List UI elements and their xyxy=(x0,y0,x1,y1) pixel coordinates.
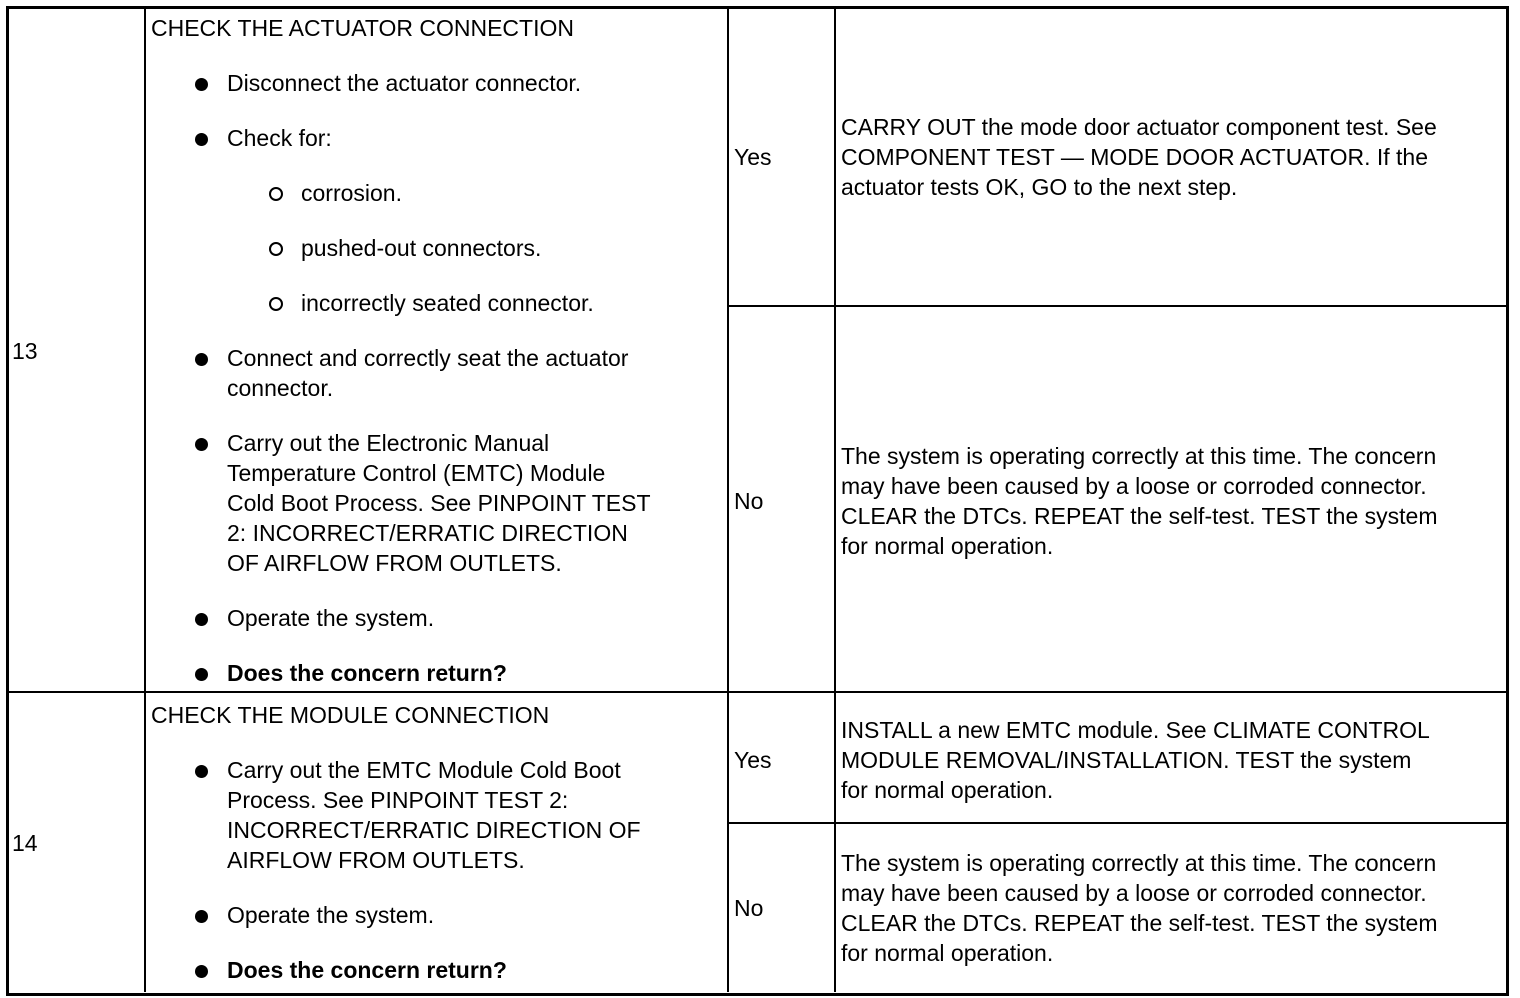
step-number: 14 xyxy=(12,830,38,856)
row-divider xyxy=(727,305,1506,307)
step-item-line: OF AIRFLOW FROM OUTLETS. xyxy=(227,550,562,576)
step-item-line: Carry out the Electronic Manual xyxy=(227,430,550,456)
step-number: 13 xyxy=(12,338,38,364)
bullet-icon xyxy=(195,910,208,923)
sub-bullet-icon xyxy=(269,297,283,311)
step-item: Check for: xyxy=(227,125,332,151)
step-subitem: corrosion. xyxy=(301,180,402,206)
bullet-icon xyxy=(195,765,208,778)
step-subitem: pushed-out connectors. xyxy=(301,235,542,261)
step-item-line: Cold Boot Process. See PINPOINT TEST xyxy=(227,490,651,516)
column-divider xyxy=(834,6,836,992)
bullet-icon xyxy=(195,353,208,366)
step-question: Does the concern return? xyxy=(227,957,507,983)
bullet-icon xyxy=(195,133,208,146)
step-item-line: 2: INCORRECT/ERRATIC DIRECTION xyxy=(227,520,628,546)
row-divider xyxy=(6,691,1506,693)
yes-action-line: INSTALL a new EMTC module. See CLIMATE CONTROL xyxy=(841,717,1430,743)
step-item: Operate the system. xyxy=(227,902,435,928)
bullet-icon xyxy=(195,613,208,626)
step-item-line: Carry out the EMTC Module Cold Boot xyxy=(227,757,621,783)
yes-label: Yes xyxy=(734,144,772,170)
yes-action-line: COMPONENT TEST — MODE DOOR ACTUATOR. If the xyxy=(841,144,1429,170)
yes-action-line: MODULE REMOVAL/INSTALLATION. TEST the system xyxy=(841,747,1412,773)
no-action-line: CLEAR the DTCs. REPEAT the self-test. TEST the system xyxy=(841,910,1438,936)
no-action-line: for normal operation. xyxy=(841,940,1054,966)
no-label: No xyxy=(734,895,764,921)
bullet-icon xyxy=(195,438,208,451)
step-subitem: incorrectly seated connector. xyxy=(301,290,594,316)
step-item: Operate the system. xyxy=(227,605,435,631)
no-action-line: may have been caused by a loose or corroded connector. xyxy=(841,473,1427,499)
step-title: CHECK THE ACTUATOR CONNECTION xyxy=(151,15,574,41)
no-action-line: CLEAR the DTCs. REPEAT the self-test. TEST the system xyxy=(841,503,1438,529)
step-item-line: Process. See PINPOINT TEST 2: xyxy=(227,787,569,813)
step-title: CHECK THE MODULE CONNECTION xyxy=(151,702,550,728)
no-action-line: The system is operating correctly at this time. The concern xyxy=(841,850,1437,876)
yes-action-line: actuator tests OK, GO to the next step. xyxy=(841,174,1238,200)
bullet-icon xyxy=(195,965,208,978)
yes-label: Yes xyxy=(734,747,772,773)
row-divider xyxy=(727,822,1506,824)
step-item: Disconnect the actuator connector. xyxy=(227,70,582,96)
step-item-line: Temperature Control (EMTC) Module xyxy=(227,460,606,486)
no-action-line: The system is operating correctly at this time. The concern xyxy=(841,443,1437,469)
column-divider xyxy=(144,6,146,992)
step-item-line: Connect and correctly seat the actuator xyxy=(227,345,629,371)
step-item-line: connector. xyxy=(227,375,334,401)
bullet-icon xyxy=(195,668,208,681)
no-action-line: may have been caused by a loose or corroded connector. xyxy=(841,880,1427,906)
step-item-line: AIRFLOW FROM OUTLETS. xyxy=(227,847,525,873)
bullet-icon xyxy=(195,78,208,91)
no-label: No xyxy=(734,488,764,514)
no-action-line: for normal operation. xyxy=(841,533,1054,559)
step-item-line: INCORRECT/ERRATIC DIRECTION OF xyxy=(227,817,641,843)
step-question: Does the concern return? xyxy=(227,660,507,686)
yes-action-line: CARRY OUT the mode door actuator component test. See xyxy=(841,114,1437,140)
column-divider xyxy=(727,6,729,992)
sub-bullet-icon xyxy=(269,187,283,201)
yes-action-line: for normal operation. xyxy=(841,777,1054,803)
sub-bullet-icon xyxy=(269,242,283,256)
